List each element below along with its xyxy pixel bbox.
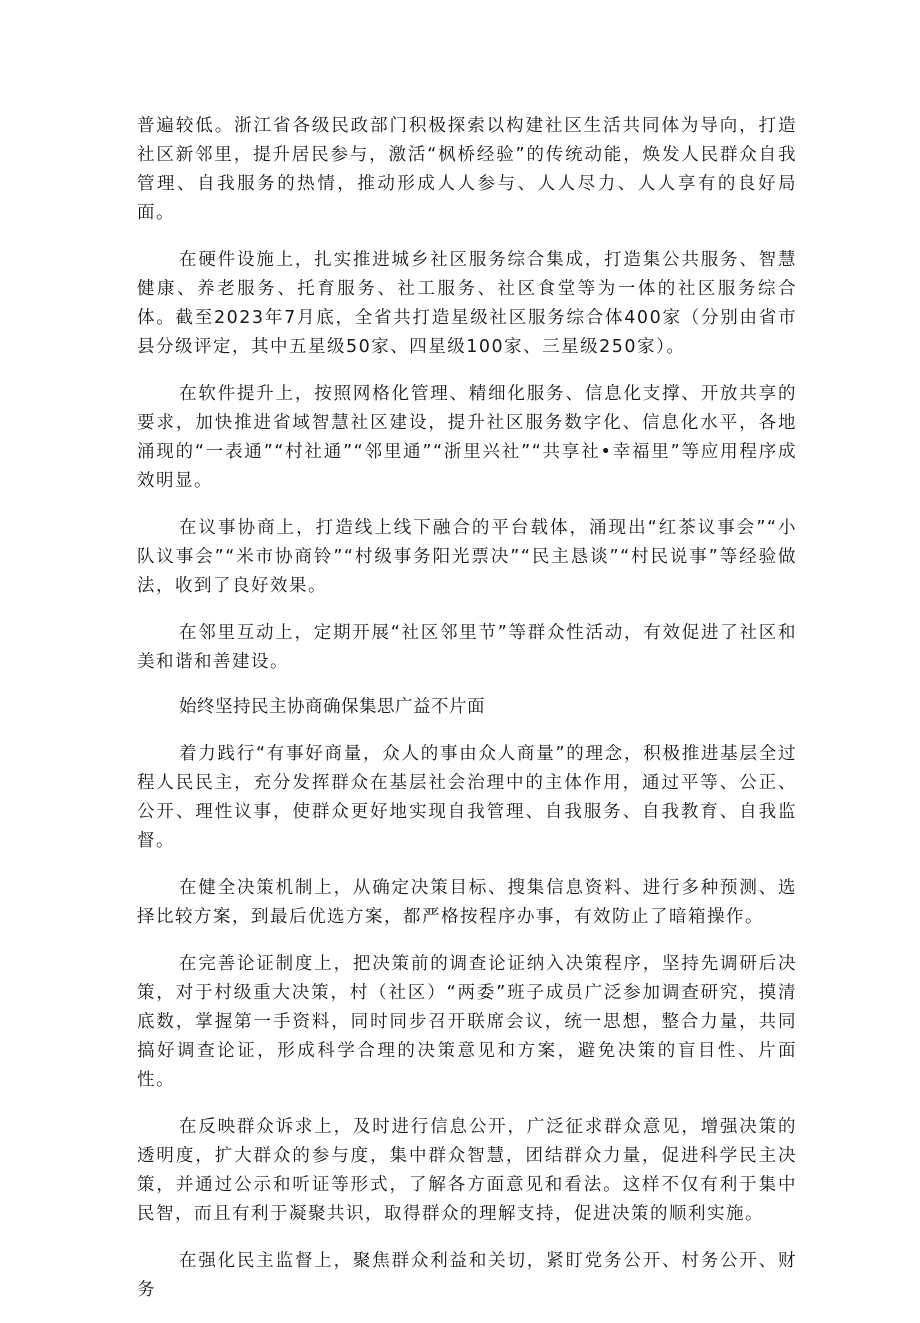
document-page (137, 112, 797, 1323)
paragraph-5: 在邻里互动上，定期开展“社区邻里节”等群众性活动，有效促进了社区和美和谐和善建设。 (137, 623, 797, 672)
paragraph-6: 着力践行“有事好商量，众人的事由众人商量”的理念，积极推进基层全过程人民民主，充分发挥群众在基层社会治理中的主体作用，通过平等、公正、公开、理性议事，使群众更好地实现自我管理、自我服务、自我教育、自我监督。 (137, 744, 797, 851)
paragraph-1: 普遍较低。浙江省各级民政部门积极探索以构建社区生活共同体为导向，打造社区新邻里，提升居民参与，激活“枫桥经验”的传统动能，焕发人民群众自我管理、自我服务的热情，推动形成人人参与、人人尽力、人人享有的良好局面。 (137, 116, 797, 223)
paragraph-7: 在健全决策机制上，从确定决策目标、搜集信息资料、进行多种预测、选择比较方案，到最后优选方案，都严格按程序办事，有效防止了暗箱操作。 (137, 878, 797, 927)
paragraph-10: 在强化民主监督上，聚焦群众利益和关切，紧盯党务公开、村务公开、财务 (137, 1251, 797, 1300)
section-heading: 始终坚持民主协商确保集思广益不片面 (179, 697, 485, 717)
paragraph-4: 在议事协商上，打造线上线下融合的平台载体，涌现出“红茶议事会”“小队议事会”“米市协商铃”“村级事务阳光票决”“民主恳谈”“村民说事”等经验做法，收到了良好效果。 (137, 518, 797, 596)
paragraph-3: 在软件提升上，按照网格化管理、精细化服务、信息化支撑、开放共享的要求，加快推进省域智慧社区建设，提升社区服务数字化、信息化水平，各地涌现的“一表通”“村社通”“邻里通”“浙里兴社”“共享社•幸福里”等应用程序成效明显。 (137, 384, 797, 491)
paragraph-2: 在硬件设施上，扎实推进城乡社区服务综合集成，打造集公共服务、智慧健康、养老服务、托育服务、社工服务、社区食堂等为一体的社区服务综合体。截至2023年7月底，全省共打造星级社区服务综合体400家（分别由省市县分级评定，其中五星级50家、四星级100家、三星级250家）。 (137, 250, 797, 357)
paragraph-8: 在完善论证制度上，把决策前的调查论证纳入决策程序，坚持先调研后决策，对于村级重大决策，村（社区）“两委”班子成员广泛参加调查研究，摸清底数，掌握第一手资料，同时同步召开联席会议，统一思想，整合力量，共同搞好调查论证，形成科学合理的决策意见和方案，避免决策的盲目性、片面性。 (137, 954, 797, 1090)
paragraph-9: 在反映群众诉求上，及时进行信息公开，广泛征求群众意见，增强决策的透明度，扩大群众的参与度，集中群众智慧，团结群众力量，促进科学民主决策，并通过公示和听证等形式，了解各方面意见和看法。这样不仅有利于集中民智，而且有利于凝聚共识，取得群众的理解支持，促进决策的顺利实施。 (137, 1117, 797, 1224)
